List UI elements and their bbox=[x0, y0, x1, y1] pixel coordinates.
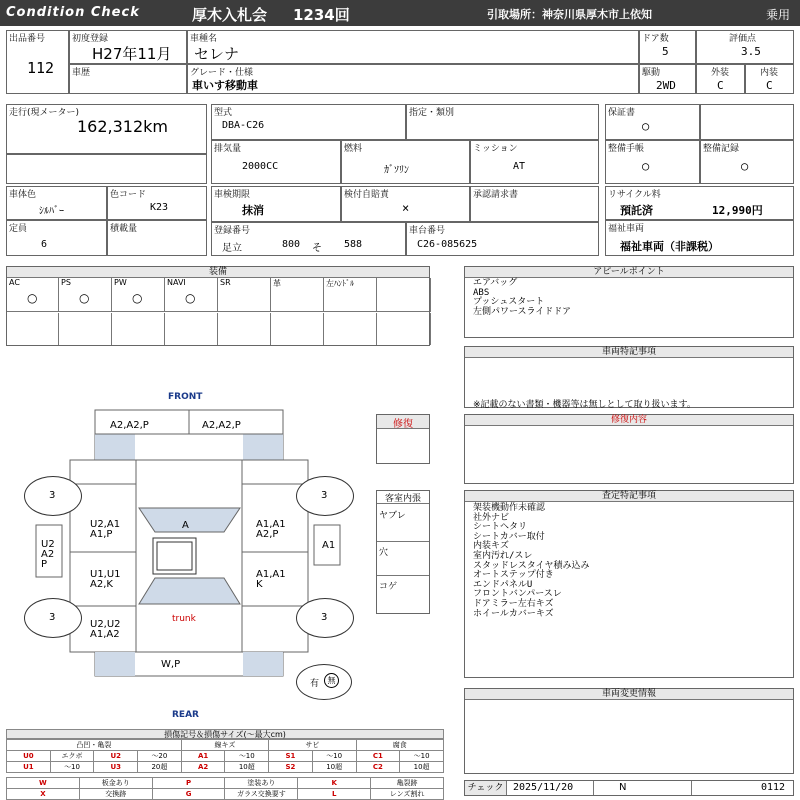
check-row bbox=[464, 780, 794, 796]
plate-class: 800 bbox=[282, 239, 301, 250]
mark-side-right: A1 bbox=[322, 540, 336, 551]
disp-box bbox=[211, 140, 341, 184]
ext-box bbox=[696, 64, 745, 94]
legend-desc: ガラス交換要す bbox=[225, 789, 298, 800]
plate-number: 588 bbox=[344, 239, 363, 250]
mileage-box bbox=[6, 104, 207, 154]
interior-label: 客室内張 bbox=[377, 491, 429, 504]
record-label: 整備記録 bbox=[703, 144, 740, 154]
repair-box bbox=[376, 414, 430, 464]
equipment-cell bbox=[218, 278, 271, 312]
recycle-status: 預託済 bbox=[620, 204, 653, 217]
legend-code: L bbox=[298, 789, 371, 800]
mileage-label: 走行(現メーター) bbox=[9, 108, 80, 118]
type-label: 指定・類別 bbox=[409, 108, 455, 118]
legend-desc: レンズ割れ bbox=[371, 789, 444, 800]
mark-left-front: U2,A1 A1,P bbox=[90, 519, 121, 540]
disp-label: 排気量 bbox=[214, 144, 242, 154]
mileage-value: 162,312km bbox=[77, 117, 169, 136]
mission-box bbox=[470, 140, 599, 184]
check-date: 2025/11/20 bbox=[513, 782, 574, 793]
legend-desc: 10超 bbox=[312, 762, 356, 773]
chassis-label: 車台番号 bbox=[409, 226, 446, 236]
legend-code: S2 bbox=[269, 762, 313, 773]
mark-rear: W,P bbox=[161, 659, 181, 670]
drive-label: 駆動 bbox=[642, 68, 661, 78]
model-value: DBA-C26 bbox=[222, 120, 265, 131]
reg-box bbox=[69, 30, 187, 64]
code-box bbox=[107, 186, 207, 220]
legend-code: U3 bbox=[94, 762, 138, 773]
approval-box bbox=[470, 186, 599, 222]
assess-line: スタッドレスタイヤ積み込み bbox=[473, 560, 590, 571]
interior-item-tear: ヤブレ bbox=[379, 511, 406, 521]
legend-head: 腐食 bbox=[356, 740, 444, 751]
legend-code: W bbox=[7, 778, 80, 789]
legend-desc: 〜10 bbox=[400, 751, 444, 762]
fuel-label: 燃料 bbox=[344, 144, 363, 154]
equipment-label: NAVI bbox=[167, 278, 186, 287]
equipment-panel bbox=[6, 266, 430, 346]
lot-box bbox=[6, 30, 69, 94]
name-label: 車種名 bbox=[190, 34, 218, 44]
equipment-cell-lower bbox=[271, 313, 324, 345]
mark-front-left: A2,A2,P bbox=[110, 420, 149, 431]
score-box bbox=[696, 30, 794, 64]
assess-title: 査定特記事項 bbox=[465, 491, 793, 502]
category-label: 乗用 bbox=[766, 8, 791, 22]
color-value: ｼﾙﾊﾞｰ bbox=[39, 206, 64, 217]
legend-code: S1 bbox=[269, 751, 313, 762]
score-label: 評価点 bbox=[729, 34, 757, 44]
assess-line: 社外ナビ bbox=[473, 512, 510, 523]
legend-code: C2 bbox=[356, 762, 400, 773]
repair-title: 修復内容 bbox=[465, 415, 793, 426]
legend-code: P bbox=[152, 778, 225, 789]
tire-front-right-mark: 3 bbox=[321, 490, 328, 501]
assess-line: オートステップ付き bbox=[473, 570, 554, 581]
manual-box bbox=[605, 140, 700, 184]
warranty-value: ○ bbox=[642, 119, 650, 133]
disp-value: 2000CC bbox=[242, 161, 279, 172]
mark-right-rear: A1,A1 K bbox=[256, 569, 286, 590]
appeal-panel bbox=[464, 266, 794, 338]
legend-desc: 10超 bbox=[225, 762, 269, 773]
car-diagram bbox=[6, 386, 436, 724]
equipment-mark: ○ bbox=[185, 291, 196, 305]
car-outline bbox=[6, 386, 436, 724]
legend-desc: 塗装あり bbox=[225, 778, 298, 789]
repair-panel bbox=[464, 414, 794, 484]
equipment-cell-lower bbox=[112, 313, 165, 345]
int-box bbox=[745, 64, 794, 94]
equipment-cell bbox=[165, 278, 218, 312]
appeal-title: アピールポイント bbox=[465, 267, 793, 278]
recycle-label: リサイクル料 bbox=[608, 190, 661, 200]
welfare-box bbox=[605, 220, 794, 256]
pickup-location: 引取場所：神奈川県厚木市上依知 bbox=[487, 8, 652, 21]
equipment-cell-lower bbox=[165, 313, 218, 345]
assess-line: 内装キズ bbox=[473, 541, 509, 552]
legend-desc: 〜20 bbox=[138, 751, 182, 762]
fuel-value: ｶﾞｿﾘﾝ bbox=[384, 165, 409, 176]
appeal-line: エアバッグ bbox=[473, 278, 518, 288]
legend-code: A2 bbox=[181, 762, 225, 773]
color-label: 車体色 bbox=[9, 190, 37, 200]
equipment-label: SR bbox=[220, 278, 231, 287]
appeal-line: プッシュスタート bbox=[473, 297, 545, 308]
equipment-mark: ○ bbox=[132, 291, 143, 305]
drive-box bbox=[639, 64, 696, 94]
assess-line: 室内汚れ/スレ bbox=[473, 550, 533, 561]
grade-box bbox=[187, 64, 639, 94]
check-number: 0112 bbox=[761, 782, 786, 793]
tire-front-left bbox=[24, 476, 82, 516]
tire-front-right bbox=[296, 476, 354, 516]
equipment-cell bbox=[112, 278, 165, 312]
interior-box bbox=[376, 490, 430, 614]
assess-line: フロントバンパースレ bbox=[473, 589, 562, 600]
equipment-cell-lower bbox=[218, 313, 271, 345]
check-label: チェック bbox=[465, 781, 507, 795]
warranty-box bbox=[605, 104, 700, 140]
ext-label: 外装 bbox=[711, 68, 730, 78]
equipment-label: 革 bbox=[273, 279, 281, 288]
welfare-label: 福祉車両 bbox=[608, 224, 645, 234]
header-bar bbox=[0, 0, 800, 26]
brand-title: Condition Check bbox=[6, 5, 140, 20]
legend-desc: 10超 bbox=[400, 762, 444, 773]
equipment-label: AC bbox=[9, 278, 20, 287]
score-value: 3.5 bbox=[741, 45, 761, 58]
equipment-cell-lower bbox=[59, 313, 112, 345]
doors-box bbox=[639, 30, 696, 64]
type-box bbox=[406, 104, 599, 140]
doors-label: ドア数 bbox=[642, 34, 669, 44]
capacity-label: 定員 bbox=[9, 224, 28, 234]
plate-label: 登録番号 bbox=[214, 226, 251, 236]
tire-rear-right-mark: 3 bbox=[321, 612, 328, 623]
int-value: C bbox=[766, 79, 773, 92]
model-label: 型式 bbox=[214, 108, 233, 118]
equipment-cell bbox=[377, 278, 431, 312]
welfare-value: 福祉車両（非課税） bbox=[620, 240, 719, 253]
insurance-box bbox=[341, 186, 470, 222]
special-title: 車両特記事項 bbox=[465, 347, 793, 358]
mark-left-quarter: U2,U2 A1,A2 bbox=[90, 619, 121, 640]
equipment-cell-lower bbox=[377, 313, 431, 345]
manual-label: 整備手帳 bbox=[608, 144, 645, 154]
legend-desc: 亀裂跡 bbox=[371, 778, 444, 789]
change-panel bbox=[464, 688, 794, 774]
repair-label: 修復 bbox=[377, 415, 429, 429]
assess-panel bbox=[464, 490, 794, 678]
legend-desc: 〜10 bbox=[50, 762, 94, 773]
history-box bbox=[69, 64, 187, 94]
lot-label: 出品番号 bbox=[9, 34, 46, 44]
legend-code: U0 bbox=[7, 751, 51, 762]
plate-area: 足立 bbox=[222, 243, 242, 254]
equipment-cell-lower bbox=[7, 313, 59, 345]
special-panel bbox=[464, 346, 794, 408]
assess-line: シートカバー取付 bbox=[473, 531, 545, 542]
int-label: 内装 bbox=[760, 68, 779, 78]
mark-left-rear: U1,U1 A2,K bbox=[90, 569, 121, 590]
legend-head: サビ bbox=[269, 740, 356, 751]
grade-value: 車いす移動車 bbox=[192, 79, 258, 92]
legend-table bbox=[6, 739, 444, 773]
legend-desc: 〜10 bbox=[312, 751, 356, 762]
drive-value: 2WD bbox=[656, 79, 676, 92]
mark-side-left: U2 A2 P bbox=[41, 539, 55, 570]
recycle-fee: 12,990円 bbox=[712, 204, 763, 217]
chassis-value: C26-085625 bbox=[417, 239, 478, 250]
legend-desc: 20超 bbox=[138, 762, 182, 773]
tire-rear-right bbox=[296, 598, 354, 638]
legend-code: U2 bbox=[94, 751, 138, 762]
legend-code: K bbox=[298, 778, 371, 789]
inspect-label: 車検期限 bbox=[214, 190, 251, 200]
plate-kana: そ bbox=[312, 243, 322, 254]
insurance-value: × bbox=[402, 201, 410, 215]
warranty-label: 保証書 bbox=[608, 108, 636, 118]
equipment-title: 装備 bbox=[7, 267, 429, 278]
legend-head: 線キズ bbox=[181, 740, 268, 751]
equipment-mark: ○ bbox=[79, 291, 90, 305]
warranty-blank bbox=[700, 104, 794, 140]
car-name: セレナ bbox=[194, 45, 240, 63]
assess-line: ドアミラー左右キズ bbox=[473, 598, 554, 609]
check-code: N bbox=[619, 782, 627, 793]
capacity-value: 6 bbox=[41, 239, 48, 250]
session-number: 1234回 bbox=[293, 6, 350, 24]
legend-desc: 板金あり bbox=[79, 778, 152, 789]
assess-line: シートヘタリ bbox=[473, 522, 528, 533]
umu-circle bbox=[296, 664, 352, 700]
record-value: ○ bbox=[741, 159, 749, 173]
name-box bbox=[187, 30, 639, 64]
mark-hood: A bbox=[182, 520, 189, 531]
legend-title: 損傷記号＆損傷サイズ(〜最大cm) bbox=[6, 729, 444, 739]
special-note: ※記載のない書類・機器等は無しとして取り扱います。 bbox=[473, 400, 696, 410]
assess-line: エンドパネルU bbox=[473, 579, 533, 590]
equipment-cell bbox=[271, 278, 324, 312]
equipment-label: 左ﾊﾝﾄﾞﾙ bbox=[326, 279, 354, 288]
assess-line: ホイールカバーキズ bbox=[473, 608, 554, 619]
model-box bbox=[211, 104, 406, 140]
lot-number: 112 bbox=[27, 59, 55, 77]
code-value: K23 bbox=[150, 202, 169, 213]
damage-legend bbox=[6, 729, 444, 800]
doors-value: 5 bbox=[662, 45, 669, 58]
assess-line: 架装機動作未確認 bbox=[473, 503, 546, 513]
record-box bbox=[700, 140, 794, 184]
legend-table-2 bbox=[6, 777, 444, 800]
interior-item-hole: 穴 bbox=[379, 548, 389, 558]
appeal-line: ABS bbox=[473, 287, 490, 298]
change-title: 車両変更情報 bbox=[465, 689, 793, 700]
legend-code: A1 bbox=[181, 751, 225, 762]
tire-front-left-mark: 3 bbox=[49, 490, 56, 501]
inspect-box bbox=[211, 186, 341, 222]
insurance-label: 検付自賠責 bbox=[344, 190, 390, 200]
equipment-cell bbox=[7, 278, 59, 312]
color-box bbox=[6, 186, 107, 220]
equipment-mark: ○ bbox=[27, 291, 38, 305]
front-label: FRONT bbox=[168, 392, 203, 402]
inspect-value: 抹消 bbox=[242, 204, 264, 217]
equipment-cell bbox=[59, 278, 112, 312]
mark-right-front: A1,A1 A2,P bbox=[256, 519, 286, 540]
rear-label: REAR bbox=[172, 710, 199, 720]
load-label: 積載量 bbox=[110, 224, 138, 234]
plate-box bbox=[211, 222, 406, 256]
umu-label: 有 bbox=[310, 679, 320, 689]
tire-rear-left-mark: 3 bbox=[49, 612, 56, 623]
code-label: 色コード bbox=[110, 190, 147, 200]
equipment-label: PS bbox=[61, 278, 71, 287]
mileage-blank bbox=[6, 154, 207, 184]
interior-item-burn: コゲ bbox=[379, 582, 398, 592]
reg-label: 初度登録 bbox=[72, 34, 109, 44]
legend-code: C1 bbox=[356, 751, 400, 762]
manual-value: ○ bbox=[642, 159, 650, 173]
legend-desc: 交換跡 bbox=[79, 789, 152, 800]
chassis-box bbox=[406, 222, 599, 256]
first-registration: H27年11月 bbox=[92, 45, 172, 63]
mark-front-right: A2,A2,P bbox=[202, 420, 241, 431]
recycle-box bbox=[605, 186, 794, 220]
grade-label: グレード・仕様 bbox=[190, 68, 254, 78]
capacity-box bbox=[6, 220, 107, 256]
legend-desc: エクボ bbox=[50, 751, 94, 762]
legend-code: U1 bbox=[7, 762, 51, 773]
legend-code: X bbox=[7, 789, 80, 800]
auction-title: 厚木入札会 bbox=[192, 6, 268, 24]
equipment-cell bbox=[324, 278, 377, 312]
fuel-box bbox=[341, 140, 470, 184]
approval-label: 承認請求書 bbox=[473, 190, 519, 200]
mission-label: ミッション bbox=[473, 144, 518, 154]
ext-value: C bbox=[717, 79, 724, 92]
history-label: 車歴 bbox=[72, 68, 91, 78]
legend-code: G bbox=[152, 789, 225, 800]
appeal-line: 左側パワースライドドア bbox=[473, 306, 572, 317]
trunk-label: trunk bbox=[172, 614, 196, 624]
equipment-cell-lower bbox=[324, 313, 377, 345]
legend-desc: 〜10 bbox=[225, 751, 269, 762]
legend-head: 凸凹・亀裂 bbox=[7, 740, 182, 751]
load-box bbox=[107, 220, 207, 256]
tire-rear-left bbox=[24, 598, 82, 638]
umu-mark: 無 bbox=[324, 673, 339, 688]
equipment-label: PW bbox=[114, 278, 127, 287]
mission-value: AT bbox=[513, 161, 526, 172]
